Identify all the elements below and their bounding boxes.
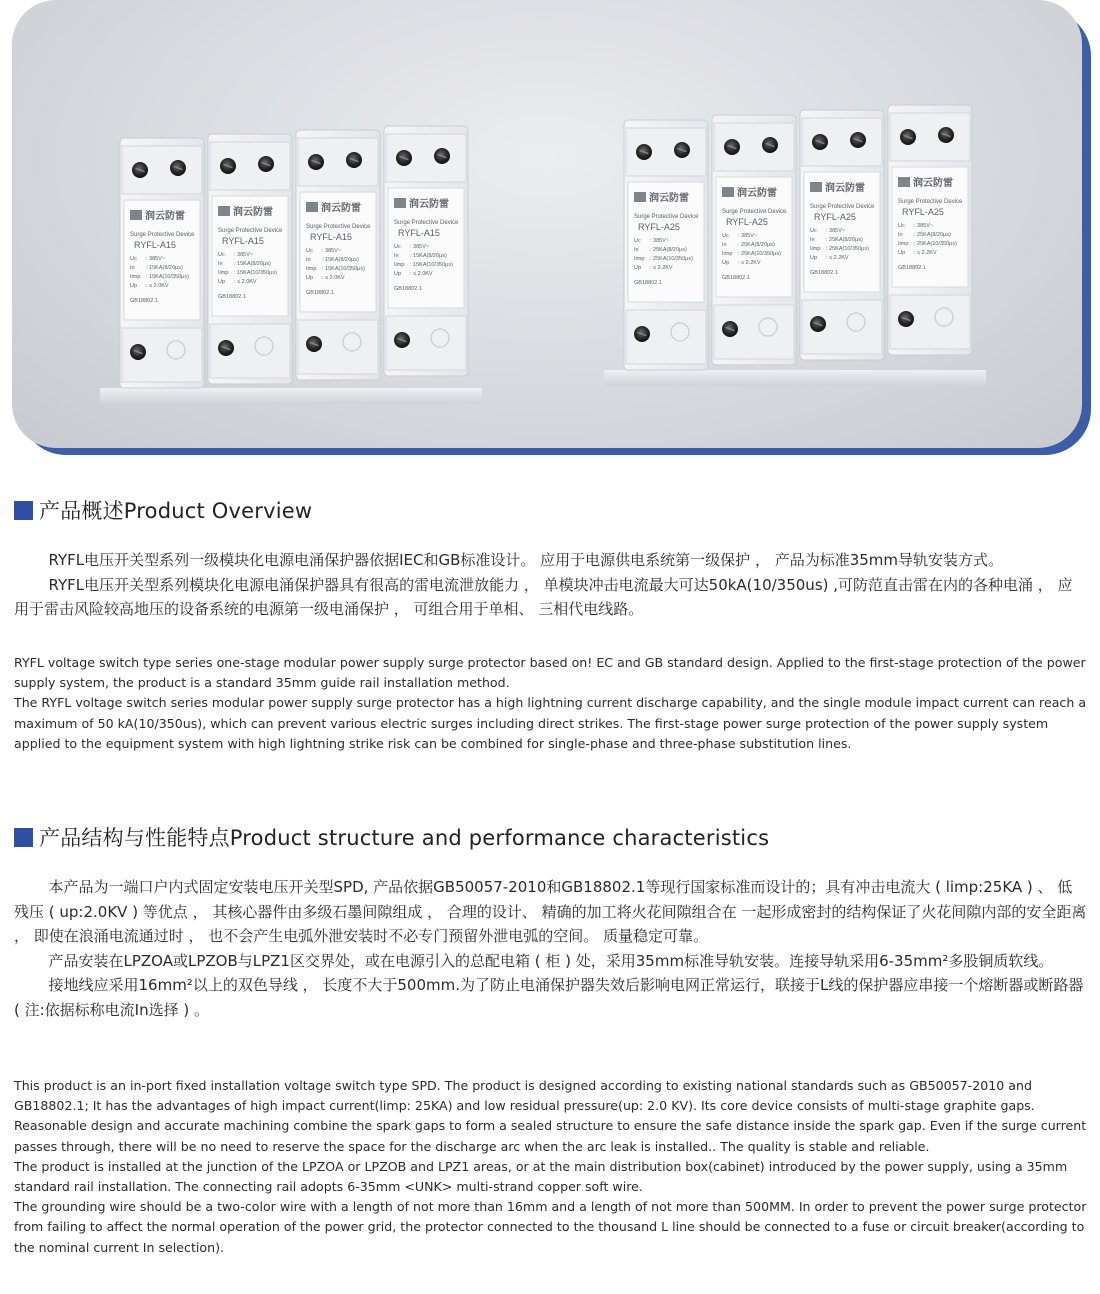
spec-label: Up	[634, 265, 642, 271]
terminal-screw-icon	[722, 321, 738, 337]
spec-label: In	[810, 237, 815, 243]
spec-value: : ≤ 2.2KV	[826, 255, 849, 261]
spec-value: : 385V~	[322, 248, 342, 254]
spec-label: Up	[394, 271, 402, 277]
overview-en-text	[14, 653, 1089, 754]
surge-protector-module	[624, 120, 708, 370]
spec-label: Uc	[722, 233, 729, 239]
module-standard: GB18802.1	[722, 275, 750, 281]
module-description: Surge Protective Device	[306, 224, 371, 230]
module-brand: 润云防雷	[649, 193, 689, 204]
module-model: RYFL-A15	[398, 228, 440, 238]
spec-label: Uc	[394, 244, 401, 250]
structure-en-paragraph: The grounding wire should be a two-color wire with a length of not more than 16mm and a length of not more than 500MM. In order to prevent the power surge protector from failing to affect the normal operation of the power grid, the protector connected to the thousand L line should be connected to a fuse or circuit breaker(according to the nominal current In selection).	[14, 1199, 1087, 1255]
terminal-screw-icon	[220, 158, 236, 174]
spec-label: In	[218, 261, 223, 267]
surge-protector-module	[888, 105, 972, 355]
spec-label: Up	[810, 255, 818, 261]
product-photo-illustration	[12, 0, 1082, 448]
spec-label: Iimp	[306, 266, 317, 272]
spec-label: In	[898, 232, 903, 238]
module-description: Surge Protective Device	[394, 220, 459, 226]
module-model: RYFL-A25	[638, 222, 680, 232]
terminal-screw-icon	[218, 340, 234, 356]
module-brand: 润云防雷	[737, 188, 777, 199]
spec-value: : 15KA(8/20μs)	[234, 261, 271, 267]
spec-label: Uc	[306, 248, 313, 254]
device-group-left	[100, 126, 482, 404]
terminal-screw-icon	[396, 150, 412, 166]
spec-value: : 385V~	[410, 244, 430, 250]
module-standard: GB18802.1	[634, 280, 662, 286]
structure-cn-paragraph: 本产品为一端口户内式固定安装电压开关型SPD, 产品依据GB50057-2010和GB18802.1等现行国家标准而设计的；具有冲击电流大 ( limp:25KA ) 、 低残压 ( up:2.0KV ) 等优点 ， 其核心器件由多级石墨间隙组成 ， 合理的设计、 精确的加工将火花间隙组合在 一起形成密封的结构保证了火花间隙内部的安全距离 ， 即使在浪涌电流通过时 ， 也不会产生电弧外泄安装时不必专门预留外泄电弧的空间。 质量稳定可靠。	[14, 878, 1087, 945]
terminal-screw-icon	[346, 152, 362, 168]
spec-value: : 25KA(8/20μs)	[914, 232, 951, 238]
spec-label: In	[130, 265, 135, 271]
terminal-screw-icon	[938, 127, 954, 143]
spec-value: : 385V~	[914, 223, 934, 229]
module-standard: GB18802.1	[810, 270, 838, 276]
brand-logo-icon	[218, 206, 230, 216]
module-model: RYFL-A15	[134, 240, 176, 250]
spec-value: : 25KA(8/20μs)	[738, 242, 775, 248]
terminal-screw-icon	[810, 316, 826, 332]
spec-label: Iimp	[722, 251, 733, 257]
spec-label: Uc	[810, 228, 817, 234]
spec-label: In	[722, 242, 727, 248]
heading-square-icon	[14, 501, 33, 520]
spec-value: : 25KA(8/20μs)	[650, 247, 687, 253]
structure-en-paragraph: This product is an in-port fixed installation voltage switch type SPD. The product is designed according to existing national standards such as GB50057-2010 and GB18802.1; It has the advantages of high impact current(limp: 25KA) and low residual pressure(up: 2.0 KV). Its core device consists of multi-stage graphite gaps. Reasonable design and accurate machining combine the spark gaps to form a sealed structure to ensure the safe distance inside the spark gap. Even if the surge current passes through, there will be no need to reserve the space for the discharge arc when the arc leak is installed.. The quality is stable and reliable.	[14, 1078, 1087, 1154]
overview-title: 产品概述Product Overview	[39, 499, 313, 523]
structure-cn-paragraph: 接地线应采用16mm²以上的双色导线 ， 长度不大于500mm.为了防止电涌保护器失效后影响电网正常运行，联接于L线的保护器应串接一个熔断器或断路器 ( 注:依据标称电流In选择 ) 。	[14, 976, 1084, 1019]
spec-value: : 25KA(10/350μs)	[826, 246, 869, 252]
module-standard: GB18802.1	[130, 298, 158, 304]
spec-value: : ≤ 2.0KV	[410, 271, 433, 277]
spec-label: Iimp	[394, 262, 405, 268]
brand-logo-icon	[306, 202, 318, 212]
spec-value: : ≤ 2.0KV	[146, 283, 169, 289]
overview-en-paragraph: RYFL voltage switch type series one-stage modular power supply surge protector based on! EC and GB standard design. Applied to the first-stage protection of the power supply system, the product is a standard 35mm guide rail installation method.	[14, 655, 1086, 691]
spec-label: Uc	[898, 223, 905, 229]
module-description: Surge Protective Device	[810, 204, 875, 210]
terminal-screw-icon	[308, 154, 324, 170]
module-standard: GB18802.1	[394, 286, 422, 292]
structure-title: 产品结构与性能特点Product structure and performance characteristics	[39, 826, 770, 850]
structure-cn-paragraph: 产品安装在LPZOA或LPZOB与LPZ1区交界处，或在电源引入的总配电箱 ( 柜 ) 处，采用35mm标准导轨安装。连接导轨采用6-35mm²多股铜质软线。	[48, 951, 1054, 970]
spec-label: Up	[130, 283, 138, 289]
terminal-screw-icon	[762, 137, 778, 153]
terminal-screw-icon	[850, 132, 866, 148]
module-description: Surge Protective Device	[898, 199, 963, 205]
brand-logo-icon	[394, 198, 406, 208]
terminal-screw-icon	[132, 162, 148, 178]
spec-value: : 15KA(8/20μs)	[146, 265, 183, 271]
spec-value: : 25KA(10/350μs)	[914, 241, 957, 247]
spec-label: Uc	[634, 238, 641, 244]
overview-cn-text	[14, 548, 1087, 622]
spec-value: : ≤ 2.2KV	[650, 265, 673, 271]
overview-cn-paragraph: RYFL电压开关型系列模块化电源电涌保护器具有很高的雷电流泄放能力 ， 单模块冲击电流最大可达50kA(10/350us) ,可防范直击雷在内的各种电涌 ， 应用于雷击风险较高地压的设备系统的电源第一级电涌保护 ， 可组合用于单相、 三相代电线路。	[14, 575, 1073, 618]
spec-value: : 15KA(10/350μs)	[146, 274, 189, 280]
spec-label: In	[634, 247, 639, 253]
surge-protector-module	[712, 115, 796, 365]
brand-logo-icon	[810, 182, 822, 192]
spec-value: : 25KA(10/350μs)	[650, 256, 693, 262]
spec-value: : 385V~	[146, 256, 166, 262]
spec-value: : 15KA(10/350μs)	[322, 266, 365, 272]
spec-value: : ≤ 2.2KV	[738, 260, 761, 266]
spec-value: : 385V~	[826, 228, 846, 234]
heading-square-icon	[14, 828, 33, 847]
spec-label: Up	[218, 279, 226, 285]
overview-en-paragraph: The RYFL voltage switch series modular power supply surge protector has a high lightning current discharge capability, and the single module impact current can reach a maximum of 50 kA(10/350us), which can prevent various electric surges including direct strikes. The first-stage power surge protection of the power supply system applied to the equipment system with high lightning strike risk can be combined for single-phase and three-phase substitution lines.	[14, 695, 1087, 751]
terminal-screw-icon	[900, 129, 916, 145]
module-brand: 润云防雷	[825, 183, 865, 194]
surge-protector-module	[120, 138, 204, 388]
spec-label: In	[394, 253, 399, 259]
din-rail	[100, 388, 482, 404]
spec-value: : 385V~	[234, 252, 254, 258]
module-model: RYFL-A25	[902, 207, 944, 217]
module-standard: GB18802.1	[218, 294, 246, 300]
hero-photo-frame	[12, 0, 1088, 452]
spec-value: : 25KA(10/350μs)	[738, 251, 781, 257]
terminal-screw-icon	[258, 156, 274, 172]
spec-value: : 385V~	[738, 233, 758, 239]
spec-value: : ≤ 2.2KV	[914, 250, 937, 256]
din-rail	[604, 370, 986, 386]
spec-label: In	[306, 257, 311, 263]
terminal-screw-icon	[170, 160, 186, 176]
module-brand: 润云防雷	[409, 199, 449, 210]
module-brand: 润云防雷	[321, 203, 361, 214]
terminal-screw-icon	[898, 311, 914, 327]
terminal-screw-icon	[724, 139, 740, 155]
module-model: RYFL-A15	[222, 236, 264, 246]
spec-label: Iimp	[810, 246, 821, 252]
terminal-screw-icon	[394, 332, 410, 348]
structure-en-paragraph: The product is installed at the junction of the LPZOA or LPZOB and LPZ1 areas, or at the main distribution box(cabinet) introduced by the power supply, using a 35mm standard rail installation. The connecting rail adopts 6-35mm <UNK> multi-strand copper soft wire.	[14, 1158, 1068, 1195]
terminal-screw-icon	[674, 142, 690, 158]
product-photo	[12, 0, 1082, 448]
spec-label: Iimp	[218, 270, 229, 276]
overview-cn-paragraph: RYFL电压开关型系列一级模块化电源电涌保护器依据IEC和GB标准设计。 应用于电源供电系统第一级保护 ， 产品为标准35mm导轨安装方式。	[48, 551, 1004, 569]
spec-value: : ≤ 2.0KV	[234, 279, 257, 285]
module-brand: 润云防雷	[913, 178, 953, 189]
spec-label: Up	[898, 250, 906, 256]
spec-value: : 25KA(8/20μs)	[826, 237, 863, 243]
spec-value: : 15KA(8/20μs)	[410, 253, 447, 259]
brand-logo-icon	[130, 210, 142, 220]
spec-value: : 15KA(10/350μs)	[234, 270, 277, 276]
brand-logo-icon	[722, 187, 734, 197]
module-description: Surge Protective Device	[130, 232, 195, 238]
module-standard: GB18802.1	[898, 265, 926, 271]
module-model: RYFL-A25	[726, 217, 768, 227]
module-model: RYFL-A15	[310, 232, 352, 242]
spec-label: Uc	[218, 252, 225, 258]
terminal-screw-icon	[636, 144, 652, 160]
terminal-screw-icon	[130, 344, 146, 360]
terminal-screw-icon	[812, 134, 828, 150]
structure-en-text	[14, 1076, 1089, 1258]
spec-value: : 15KA(8/20μs)	[322, 257, 359, 263]
surge-protector-module	[800, 110, 884, 360]
spec-value: : ≤ 2.0KV	[322, 275, 345, 281]
terminal-screw-icon	[634, 326, 650, 342]
module-description: Surge Protective Device	[218, 228, 283, 234]
spec-label: Up	[722, 260, 730, 266]
module-brand: 润云防雷	[233, 207, 273, 218]
spec-label: Iimp	[898, 241, 909, 247]
terminal-screw-icon	[306, 336, 322, 352]
module-description: Surge Protective Device	[634, 214, 699, 220]
structure-cn-text	[14, 875, 1087, 1022]
terminal-screw-icon	[434, 148, 450, 164]
spec-label: Uc	[130, 256, 137, 262]
spec-value: : 15KA(10/350μs)	[410, 262, 453, 268]
spec-value: : 385V~	[650, 238, 670, 244]
overview-heading	[14, 495, 312, 525]
module-model: RYFL-A25	[814, 212, 856, 222]
spec-label: Iimp	[634, 256, 645, 262]
structure-heading	[14, 822, 769, 852]
surge-protector-module	[296, 130, 380, 380]
module-description: Surge Protective Device	[722, 209, 787, 215]
spec-label: Up	[306, 275, 314, 281]
module-standard: GB18802.1	[306, 290, 334, 296]
spec-label: Iimp	[130, 274, 141, 280]
surge-protector-module	[384, 126, 468, 376]
module-brand: 润云防雷	[145, 211, 185, 222]
surge-protector-module	[208, 134, 292, 384]
brand-logo-icon	[634, 192, 646, 202]
device-group-right	[604, 105, 986, 386]
brand-logo-icon	[898, 177, 910, 187]
